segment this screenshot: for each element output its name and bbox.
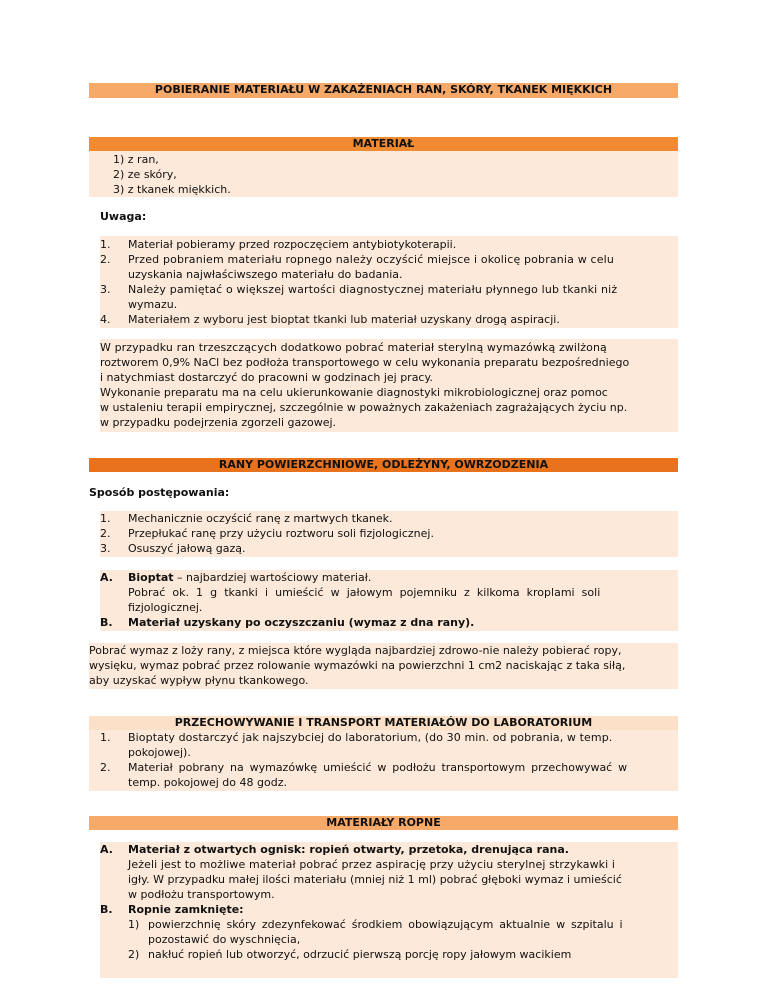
list-item: wymazu. bbox=[128, 298, 178, 311]
list-item: Materiał pobieramy przed rozpoczęciem antybiotykoterapii. bbox=[128, 238, 457, 251]
paragraph-line: aby uzyskać wypływ płynu tkankowego. bbox=[89, 674, 309, 687]
list-item: Osuszyć jałową gazą. bbox=[128, 542, 246, 555]
list-item: Przepłukać ranę przy użyciu roztworu soli fizjologicznej. bbox=[128, 527, 434, 540]
list-item: 3) z tkanek miękkich. bbox=[113, 183, 231, 196]
list-item: Należy pamiętać o większej wartości diagnostycznej materiału płynnego lub tkanki niż bbox=[128, 283, 618, 296]
list-item: uzyskania najwłaściwszego materiału do badania. bbox=[128, 268, 403, 281]
list-number: 3. bbox=[100, 542, 111, 555]
paragraph-line: wysięku, wymaz pobrać przez rolowanie wymazówki na powierzchni 1 cm2 naciskając z taka siłą, bbox=[89, 659, 626, 672]
list-number: 2. bbox=[100, 527, 111, 540]
list-item: Jeżeli jest to możliwe materiał pobrać przez aspirację przy użyciu sterylnej strzykawki i bbox=[128, 858, 616, 871]
list-item: Materiał uzyskany po oczyszczaniu (wymaz z dna rany). bbox=[128, 616, 475, 629]
list-number: 4. bbox=[100, 313, 111, 326]
bioptat-desc: – najbardziej wartościowy materiał. bbox=[173, 571, 372, 584]
list-item: temp. pokojowej do 48 godz. bbox=[128, 776, 287, 789]
uwaga-label: Uwaga: bbox=[100, 210, 147, 223]
list-number: 1. bbox=[100, 238, 111, 251]
paragraph-line: w przypadku podejrzenia zgorzeli gazowej. bbox=[100, 416, 337, 429]
list-number: 1) bbox=[128, 918, 140, 931]
bioptat-label: Bioptat bbox=[128, 571, 174, 584]
bioptat-line bbox=[128, 570, 371, 585]
list-number: 3. bbox=[100, 283, 111, 296]
list-letter: A. bbox=[100, 571, 113, 584]
list-item: igły. W przypadku małej ilości materiału (mniej niż 1 ml) pobrać głęboki wymaz i umieścić bbox=[128, 873, 622, 886]
section-heading-transport: PRZECHOWYWANIE I TRANSPORT MATERIAŁÓW DO LABORATORIUM bbox=[89, 716, 678, 730]
procedure-label: Sposób postępowania: bbox=[89, 486, 230, 499]
list-number: 2. bbox=[100, 761, 111, 774]
list-number: 2) bbox=[128, 948, 140, 961]
list-number: 2. bbox=[100, 253, 111, 266]
list-letter: B. bbox=[100, 903, 113, 916]
list-item: Mechanicznie oczyścić ranę z martwych tkanek. bbox=[128, 512, 393, 525]
list-item: Materiałem z wyboru jest bioptat tkanki lub materiał uzyskany drogą aspiracji. bbox=[128, 313, 560, 326]
list-item: Ropnie zamknięte: bbox=[128, 903, 244, 916]
list-item: 2) ze skóry, bbox=[113, 168, 177, 181]
list-item: powierzchnię skóry zdezynfekować środkiem obowiązującym aktualnie w szpitalu i bbox=[148, 918, 623, 931]
list-number: 1. bbox=[100, 731, 111, 744]
page-title: POBIERANIE MATERIAŁU W ZAKAŻENIACH RAN, SKÓRY, TKANEK MIĘKKICH bbox=[89, 83, 678, 98]
list-item: Materiał z otwartych ognisk: ropień otwarty, przetoka, drenująca rana. bbox=[128, 843, 569, 856]
paragraph-line: w ustaleniu terapii empirycznej, szczególnie w poważnych zakażeniach zagrażających życiu np. bbox=[100, 401, 628, 414]
list-item: Przed pobraniem materiału ropnego należy oczyścić miejsce i okolicę pobrania w celu bbox=[128, 253, 614, 266]
paragraph-line: i natychmiast dostarczyć do pracowni w godzinach jej pracy. bbox=[100, 371, 433, 384]
paragraph-line: W przypadku ran trzeszczących dodatkowo pobrać materiał sterylną wymazówką zwilżoną bbox=[100, 341, 607, 354]
list-letter: B. bbox=[100, 616, 113, 629]
list-item: w podłożu transportowym. bbox=[128, 888, 275, 901]
paragraph-line: roztworem 0,9% NaCl bez podłoża transportowego w celu wykonania preparatu bezpośredniego bbox=[100, 356, 630, 369]
list-number: 1. bbox=[100, 512, 111, 525]
list-item: nakłuć ropień lub otworzyć, odrzucić pierwszą porcję ropy jałowym wacikiem bbox=[148, 948, 572, 961]
list-item: Bioptaty dostarczyć jak najszybciej do laboratorium, (do 30 min. od pobrania, w temp. bbox=[128, 731, 613, 744]
list-item: pozostawić do wyschnięcia, bbox=[148, 933, 301, 946]
section-heading-ropne: MATERIAŁY ROPNE bbox=[89, 816, 678, 830]
paragraph-line: Wykonanie preparatu ma na celu ukierunkowanie diagnostyki mikrobiologicznej oraz pomoc bbox=[100, 386, 608, 399]
section-heading-rany: RANY POWIERZCHNIOWE, ODLEŻYNY, OWRZODZENIA bbox=[89, 458, 678, 472]
list-item: 1) z ran, bbox=[113, 153, 159, 166]
paragraph-line: Pobrać wymaz z loży rany, z miejsca które wygląda najbardziej zdrowo-nie należy pobierać ropy, bbox=[89, 644, 622, 657]
list-item: Pobrać ok. 1 g tkanki i umieścić w jałowym pojemniku z kilkoma kroplami soli bbox=[128, 586, 601, 599]
list-item: fizjologicznej. bbox=[128, 601, 203, 614]
list-item: pokojowej). bbox=[128, 746, 191, 759]
list-item: Materiał pobrany na wymazówkę umieścić w podłożu transportowym przechowywać w bbox=[128, 761, 628, 774]
list-letter: A. bbox=[100, 843, 113, 856]
section-heading-material: MATERIAŁ bbox=[89, 137, 678, 151]
